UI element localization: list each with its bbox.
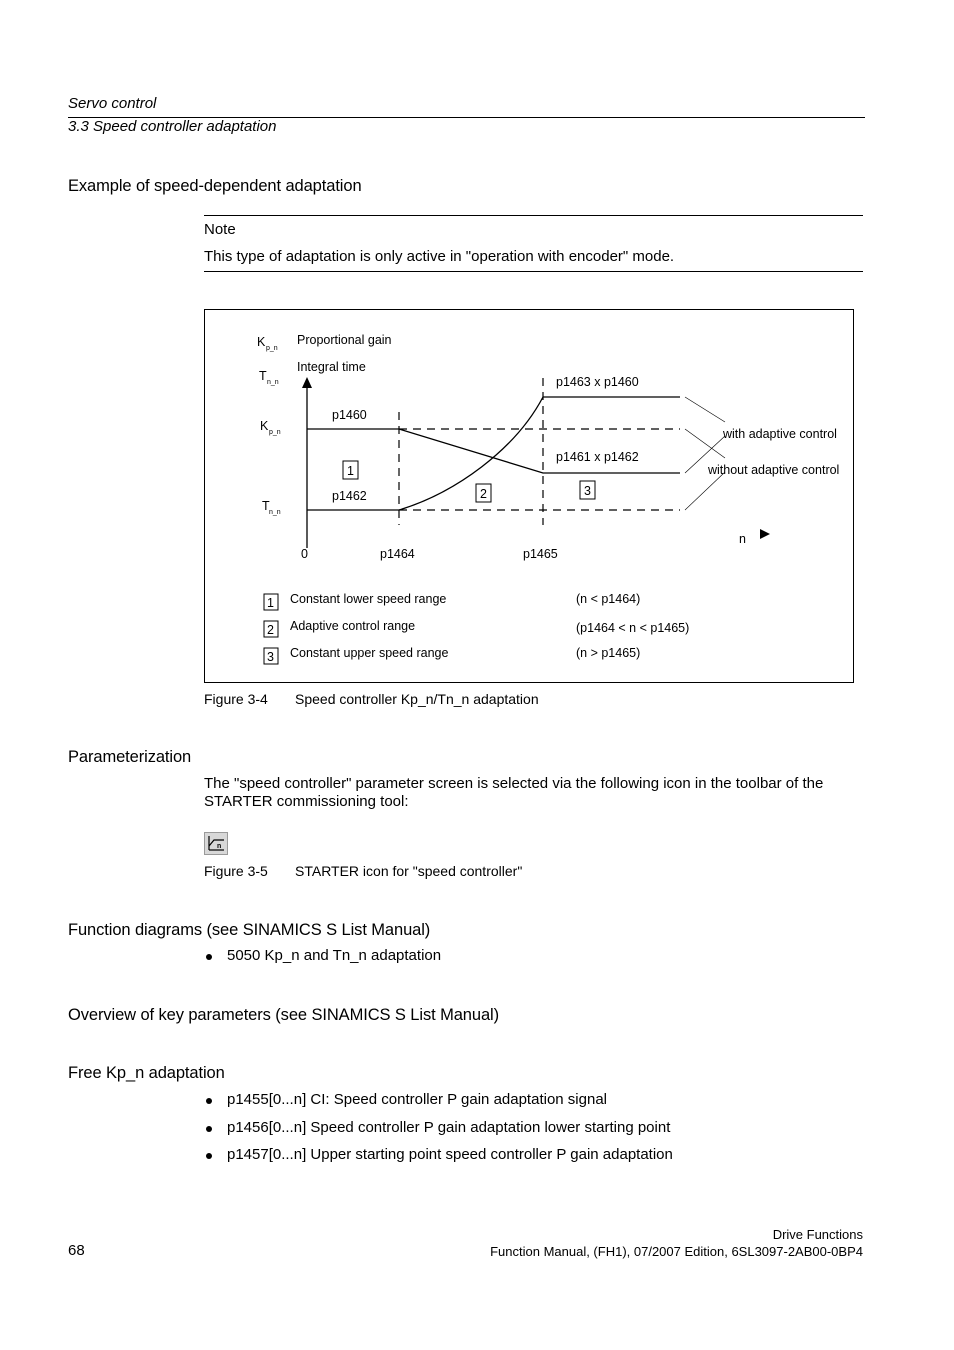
tn-legend-subscript: n_n [267,379,279,386]
free-kp-heading: Free Kp_n adaptation [68,1064,225,1082]
kp-legend-symbol: K [257,335,266,349]
tn-legend-symbol: T [259,369,267,383]
free-kp-list [204,1091,673,1174]
region-1-number: 1 [347,464,354,478]
tn-axis-symbol: T [262,499,270,513]
figure-3-5-number: Figure 3-5 [204,863,268,879]
note-title: Note [204,221,236,238]
parameterization-heading: Parameterization [68,748,192,766]
p1463-x-p1460-label: p1463 x p1460 [556,375,639,389]
list-item: 5050 Kp_n and Tn_n adaptation [204,947,441,975]
legend-1-label: Constant lower speed range [290,592,447,606]
svg-text:n: n [217,843,222,850]
note-text: This type of adaptation is only active in "operation with encoder" mode. [204,248,675,265]
list-item: p1455[0...n] CI: Speed controller P gain adaptation signal [204,1091,673,1119]
page-number: 68 [68,1242,85,1259]
running-header-chapter: Servo control [68,95,157,112]
legend-2-condition: (p1464 < n < p1465) [576,621,690,635]
n-axis-arrow [760,529,770,539]
figure-3-5-caption: STARTER icon for "speed controller" [295,863,523,879]
adaptation-diagram [205,310,853,682]
example-heading: Example of speed-dependent adaptation [68,177,362,195]
legend-3-condition: (n > p1465) [576,646,641,660]
with-adaptive-label: with adaptive control [723,427,837,441]
with-adaptive-leader-1 [685,397,725,422]
legend-3-label: Constant upper speed range [290,646,449,660]
integral-time-label: Integral time [297,360,366,374]
legend-1-condition: (n < p1464) [576,592,641,606]
note-bottom-rule [204,271,863,272]
running-header-section: 3.3 Speed controller adaptation [68,118,277,135]
n-axis-label: n [739,532,746,546]
p1462-label: p1462 [332,489,367,503]
kp-axis-subscript: p_n [269,429,281,436]
function-diagrams-heading: Function diagrams (see SINAMICS S List Manual) [68,921,431,939]
p1461-x-p1462-label: p1461 x p1462 [556,450,639,464]
origin-label: 0 [301,547,308,561]
list-item: p1456[0...n] Speed controller P gain adaptation lower starting point [204,1119,673,1147]
without-adaptive-leader-1 [685,429,725,458]
figure-3-4-caption: Speed controller Kp_n/Tn_n adaptation [295,691,539,707]
proportional-gain-label: Proportional gain [297,333,392,347]
p1464-tick-label: p1464 [380,547,415,561]
y-axis-arrow [302,377,312,388]
adaptation-figure [204,309,854,683]
note-top-rule [204,215,863,216]
p1460-label: p1460 [332,408,367,422]
kp-axis-symbol: K [260,419,269,433]
speed-controller-icon [204,832,228,855]
footer-title: Drive Functions [772,1227,863,1242]
overview-heading: Overview of key parameters (see SINAMICS S List Manual) [68,1006,499,1024]
function-diagrams-list [204,947,441,975]
tn-axis-subscript: n_n [269,509,281,516]
p1465-tick-label: p1465 [523,547,558,561]
footer-manual: Function Manual, (FH1), 07/2007 Edition, 6SL3097-2AB00-0BP4 [490,1244,863,1259]
list-item: p1457[0...n] Upper starting point speed controller P gain adaptation [204,1146,673,1174]
parameterization-text: The "speed controller" parameter screen is selected via the following icon in the toolbar of the STARTER commissioning tool: [204,775,824,810]
without-adaptive-label: without adaptive control [708,463,840,477]
without-adaptive-leader-2 [685,472,725,510]
kp-legend-subscript: p_n [266,345,278,352]
legend-1-number: 1 [267,596,274,610]
region-3-number: 3 [584,484,591,498]
legend-2-label: Adaptive control range [290,619,416,633]
legend-2-number: 2 [267,623,274,637]
legend-3-number: 3 [267,650,274,664]
region-2-number: 2 [480,487,487,501]
figure-3-4-number: Figure 3-4 [204,691,268,707]
